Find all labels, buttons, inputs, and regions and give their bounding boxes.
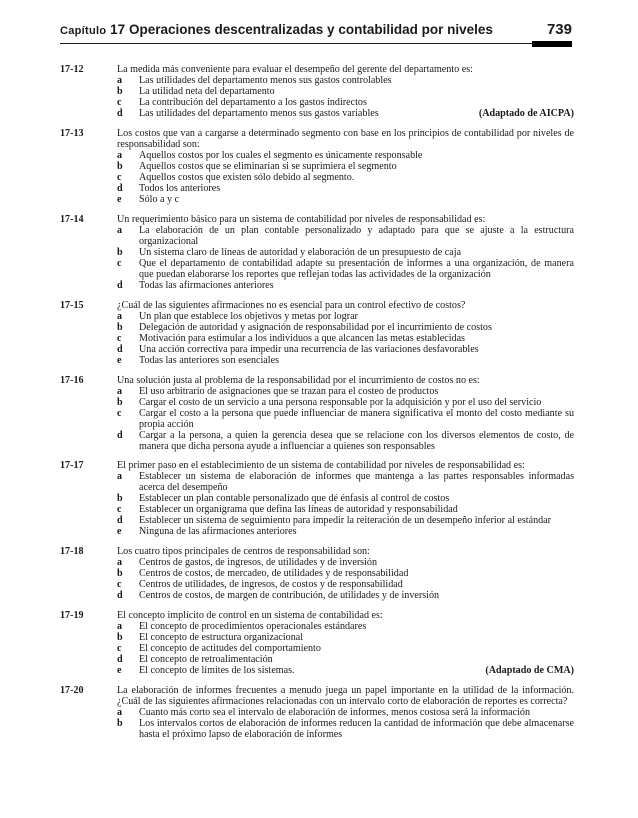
option-text: Los intervalos cortos de elaboración de informes reducen la cantidad de información que debe almacenarse hasta el próximo lapso de elaboración de informes (139, 718, 574, 741)
option-a (117, 621, 574, 632)
chapter-number: 17 (110, 22, 126, 37)
option-d (117, 430, 574, 452)
question-text: El concepto implícito de control en un sistema de contabilidad es: (117, 610, 383, 622)
option-a (117, 557, 574, 568)
option-c (117, 643, 574, 654)
option-text: El concepto de actitudes del comportamiento (139, 643, 321, 655)
question-number: 17-12 (60, 64, 84, 75)
option-letter: a (117, 385, 123, 397)
option-letter: a (117, 707, 123, 719)
source-attribution: (Adaptado de CMA) (485, 665, 574, 677)
option-text: El concepto de procedimientos operacionales estándares (139, 621, 367, 633)
option-text: Centros de costos, de margen de contribución, de utilidades y de inversión (139, 590, 440, 602)
option-text: Una acción correctiva para impedir una recurrencia de las variaciones desfavorables (139, 343, 479, 355)
option-letter: e (117, 526, 122, 538)
option-b (117, 161, 574, 172)
question-number: 17-19 (60, 610, 84, 622)
question-number: 17-15 (60, 299, 84, 311)
question-17-12 (60, 64, 574, 119)
option-d (117, 280, 574, 291)
option-letter: c (117, 97, 122, 108)
page-number: 739 (546, 21, 572, 38)
option-c (117, 172, 574, 183)
option-letter: d (117, 182, 123, 194)
option-c (117, 333, 574, 344)
option-text: Centros de gastos, de ingresos, de utilidades y de inversión (139, 557, 378, 569)
option-a (117, 225, 574, 247)
option-letter: d (117, 108, 123, 119)
option-d (117, 183, 574, 194)
option-b (117, 86, 574, 97)
option-text: El concepto de retroalimentación (139, 654, 273, 666)
option-text: Que el departamento de contabilidad adapte su presentación de informes a una organización, de manera que puedan elaborarse los reportes que reflejan todas las actividades de la organización (139, 257, 574, 280)
option-a (117, 311, 574, 322)
option-letter: d (117, 279, 123, 291)
chapter-title: Operaciones descentralizadas y contabilidad por niveles (128, 22, 493, 37)
option-a (117, 386, 574, 397)
option-text: La elaboración de un plan contable personalizado y adaptado para que se ajuste a la estructura organizacional (139, 224, 574, 247)
question-17-19 (60, 610, 574, 676)
question-17-16 (60, 375, 574, 452)
question-list (60, 64, 574, 749)
question-number: 17-16 (60, 374, 84, 386)
option-text: Delegación de autoridad y asignación de responsabilidad por el incurrimiento de costos (139, 321, 492, 333)
option-letter: d (117, 515, 123, 527)
option-text: Cuanto más corto sea el intervalo de elaboración de informes, menos costosa será la información (139, 707, 530, 719)
chapter-label: Capítulo (60, 25, 107, 37)
question-17-13 (60, 128, 574, 205)
option-d (117, 654, 574, 665)
option-letter: c (117, 171, 122, 183)
option-text: Centros de utilidades, de ingresos, de costos y de responsabilidad (139, 579, 403, 591)
page-header (60, 22, 572, 40)
option-letter: a (117, 557, 123, 569)
question-text: La elaboración de informes frecuentes a menudo juega un papel importante en la utilidad de la información. ¿Cuál de las siguientes afirmaciones relacionadas con un intervalo corto de elaboración de reportes es correcta? (117, 685, 574, 708)
option-d (117, 344, 574, 355)
option-text: Aquellos costos que se eliminarían si se suprimiera el segmento (139, 160, 397, 172)
question-text: Un requerimiento básico para un sistema de contabilidad por niveles de responsabilidad es: (117, 213, 486, 225)
option-letter: a (117, 621, 123, 633)
option-e (117, 355, 574, 366)
option-text: Establecer un organigrama que defina las líneas de autoridad y responsabilidad (139, 504, 458, 516)
option-letter: d (117, 590, 123, 602)
option-letter: b (117, 568, 123, 580)
option-b (117, 568, 574, 579)
option-letter: b (117, 396, 123, 408)
option-text: El uso arbitrario de asignaciones que se trazan para el costeo de productos (139, 385, 439, 397)
option-letter: c (117, 643, 122, 655)
option-letter: c (117, 332, 122, 344)
question-number: 17-14 (60, 213, 84, 225)
option-b (117, 632, 574, 643)
option-c (117, 97, 574, 108)
option-letter: a (117, 471, 123, 483)
question-17-15 (60, 300, 574, 366)
option-a (117, 150, 574, 161)
option-a (117, 707, 574, 718)
option-letter: a (117, 310, 123, 322)
header-rule-block (532, 41, 572, 47)
option-text: Las utilidades del departamento menos sus gastos variables (139, 108, 379, 119)
option-text: Motivación para estimular a los individuos a que alcancen las metas establecidas (139, 332, 465, 344)
option-letter: b (117, 632, 123, 644)
option-d (117, 515, 574, 526)
option-text: Todas las anteriores son esenciales (139, 354, 279, 366)
option-text: Las utilidades del departamento menos sus gastos controlables (139, 75, 392, 86)
option-letter: a (117, 149, 123, 161)
option-text: Todos los anteriores (139, 182, 221, 194)
option-d (117, 108, 574, 119)
option-text: Aquellos costos que existen sólo debido al segmento. (139, 171, 355, 183)
question-17-17 (60, 460, 574, 537)
question-number: 17-13 (60, 127, 84, 139)
option-text: Cargar el costo a la persona que puede influenciar de manera significativa el monto del costo mediante su propia acción (139, 407, 574, 430)
option-text: El concepto de estructura organizacional (139, 632, 304, 644)
option-b (117, 718, 574, 740)
option-letter: a (117, 224, 123, 236)
question-17-20 (60, 685, 574, 740)
option-letter: b (117, 718, 123, 730)
question-number: 17-17 (60, 460, 84, 472)
option-letter: d (117, 429, 123, 441)
option-text: Todas las afirmaciones anteriores (139, 279, 274, 291)
option-c (117, 258, 574, 280)
option-text: Establecer un sistema de seguimiento para impedir la reiteración de un desempeño inferior al estándar (139, 515, 552, 527)
option-text: El concepto de límites de los sistemas. (139, 665, 295, 677)
option-letter: c (117, 407, 122, 419)
option-e (117, 194, 574, 205)
option-c (117, 504, 574, 515)
option-letter: b (117, 160, 123, 172)
question-text: El primer paso en el establecimiento de un sistema de contabilidad por niveles de responsabilidad es: (117, 460, 525, 472)
option-letter: e (117, 354, 122, 366)
option-letter: a (117, 75, 123, 86)
option-letter: b (117, 246, 123, 258)
option-c (117, 408, 574, 430)
source-attribution: (Adaptado de AICPA) (478, 108, 574, 119)
option-b (117, 397, 574, 408)
option-text: Sólo a y c (139, 193, 180, 205)
question-17-18 (60, 546, 574, 601)
option-text: Centros de costos, de mercadeo, de utilidades y de responsabilidad (139, 568, 409, 580)
option-letter: d (117, 343, 123, 355)
option-text: Un sistema claro de líneas de autoridad y elaboración de un presupuesto de caja (139, 246, 462, 258)
question-17-14 (60, 214, 574, 291)
question-number: 17-18 (60, 546, 84, 558)
option-letter: b (117, 321, 123, 333)
option-b (117, 247, 574, 258)
option-b (117, 322, 574, 333)
option-e (117, 665, 574, 676)
option-letter: d (117, 654, 123, 666)
option-letter: e (117, 665, 122, 677)
option-letter: b (117, 86, 123, 97)
option-text: Cargar a la persona, a quien la gerencia desea que se relacione con los diversos elementos de costo, de manera que dicha persona ayude a influenciar a quienes son responsables (139, 429, 574, 452)
question-text: Los costos que van a cargarse a determinado segmento con base en los principios de contabilidad por niveles de responsabilidad son: (117, 127, 574, 150)
question-text: ¿Cuál de las siguientes afirmaciones no es esencial para un control efectivo de costos? (117, 299, 466, 311)
option-text: Cargar el costo de un servicio a una persona responsable por la adquisición y por el uso del servicio (139, 396, 542, 408)
option-c (117, 579, 574, 590)
question-text: La medida más conveniente para evaluar el desempeño del gerente del departamento es: (117, 64, 473, 75)
option-text: Un plan que establece los objetivos y metas por lograr (139, 310, 358, 322)
option-text: Ninguna de las afirmaciones anteriores (139, 526, 297, 538)
question-number: 17-20 (60, 685, 84, 697)
option-text: La utilidad neta del departamento (139, 86, 275, 97)
option-text: Establecer un sistema de elaboración de informes que mantenga a las partes responsables informadas acerca del desempeño (139, 471, 574, 494)
header-rule (60, 43, 572, 44)
question-text: Una solución justa al problema de la responsabilidad por el incurrimiento de costos no es: (117, 374, 480, 386)
chapter-heading (60, 22, 493, 37)
option-text: La contribución del departamento a los gastos indirectos (139, 97, 367, 108)
option-letter: c (117, 579, 122, 591)
option-letter: b (117, 493, 123, 505)
question-text: Los cuatro tipos principales de centros de responsabilidad son: (117, 546, 370, 558)
option-letter: e (117, 193, 122, 205)
option-text: Establecer un plan contable personalizado que dé énfasis al control de costos (139, 493, 450, 505)
option-letter: c (117, 257, 122, 269)
option-text: Aquellos costos por los cuales el segmento es únicamente responsable (139, 149, 423, 161)
option-letter: c (117, 504, 122, 516)
option-e (117, 526, 574, 537)
option-d (117, 590, 574, 601)
option-a (117, 471, 574, 493)
option-a (117, 75, 574, 86)
option-b (117, 493, 574, 504)
